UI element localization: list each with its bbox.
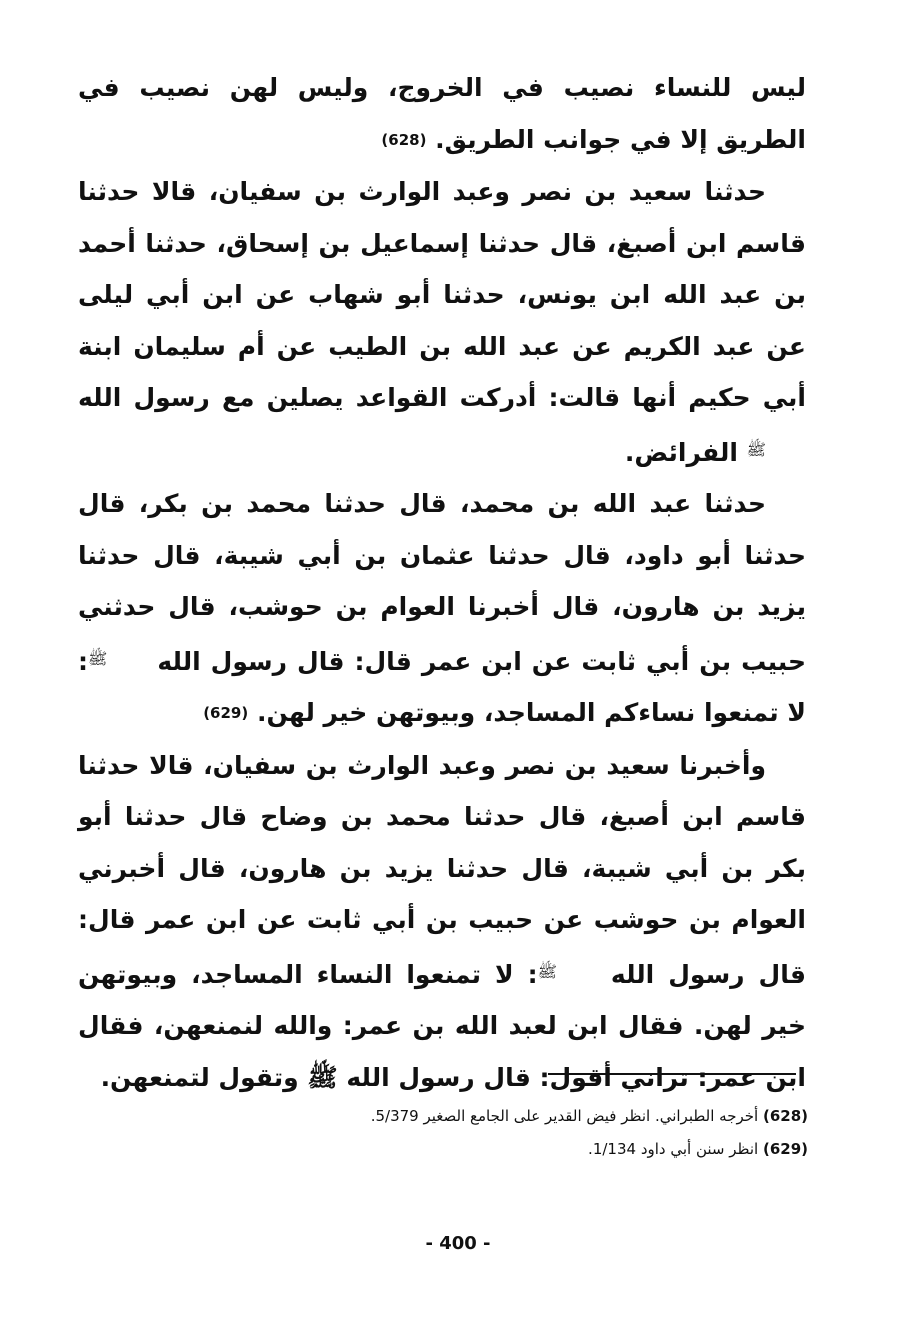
paragraph-text: وأخبرنا سعيد بن نصر وعبد الوارث بن سفيان، قالا حدثنا قاسم ابن أصبغ، قال حدثنا محمد بن وضاح قال حدثنا أبو بكر بن أبي شيبة، قال حدثنا يزيد بن هارون، قال أخبرني العوام بن حوشب عن حبيب بن أبي ثابت عن ابن عمر قال: قال رسول الله [78, 750, 806, 989]
footnote-text: انظر سنن أبي داود 1/134. [588, 1140, 763, 1158]
page-number: - 400 - [425, 1233, 491, 1254]
paragraph-text-after: الفرائض. [624, 437, 747, 467]
salawat-glyph: ﷺ [746, 439, 766, 459]
main-text [78, 62, 806, 1103]
paragraph-2 [78, 166, 806, 478]
footnote-separator [548, 1073, 796, 1075]
paragraph-4 [78, 740, 806, 1104]
footnote-number: (628) [762, 1107, 808, 1125]
footnotes [200, 1100, 808, 1166]
footnote-ref-629[interactable]: (629) [203, 704, 249, 722]
footnote-ref-628[interactable]: (628) [381, 130, 427, 149]
footnote-number: (629) [762, 1140, 808, 1158]
salawat-glyph: ﷺ [88, 648, 108, 668]
paragraph-text: ليس للنساء نصيب في الخروج، وليس لهن نصيب في الطريق إلا في جوانب الطريق. [78, 73, 806, 154]
footnote-text: أخرجه الطبراني. انظر فيض القدير على الجامع الصغير 5/379. [370, 1107, 763, 1125]
paragraph-text-after: : لا تمنعوا نساءكم المساجد، وبيوتهن خير لهن. [78, 646, 806, 727]
paragraph-text: حدثنا سعيد بن نصر وعبد الوارث بن سفيان، قالا حدثنا قاسم ابن أصبغ، قال حدثنا إسماعيل بن إسحاق، حدثنا أحمد بن عبد الله ابن يونس، حدثنا أبو شهاب عن ابن أبي ليلى عن عبد الكريم عن عبد الله بن الطيب عن أم سليمان ابنة أبي حكيم أنها قالت: أدركت القواعد يصلين مع رسول الله [78, 177, 806, 412]
footnote-629 [200, 1133, 808, 1166]
footnote-628 [200, 1100, 808, 1133]
paragraph-text: حدثنا عبد الله بن محمد، قال حدثنا محمد بن بكر، قال حدثنا أبو داود، قال حدثنا عثمان بن أبي شيبة، قال حدثنا يزيد بن هارون، قال أخبرنا العوام بن حوشب، قال حدثني حبيب بن أبي ثابت عن ابن عمر قال: قال رسول الله [78, 489, 806, 676]
paragraph-1 [78, 62, 806, 166]
paragraph-3 [78, 478, 806, 740]
salawat-glyph: ﷺ [537, 961, 557, 981]
paragraph-text-after: : لا تمنعوا النساء المساجد، وبيوتهن خير لهن. فقال ابن لعبد الله بن عمر: والله لنمنعهن، فقال ابن عمر: تراني أقول: قال رسول الله ﷺ وتقول لتمنعهن. [78, 959, 806, 1092]
